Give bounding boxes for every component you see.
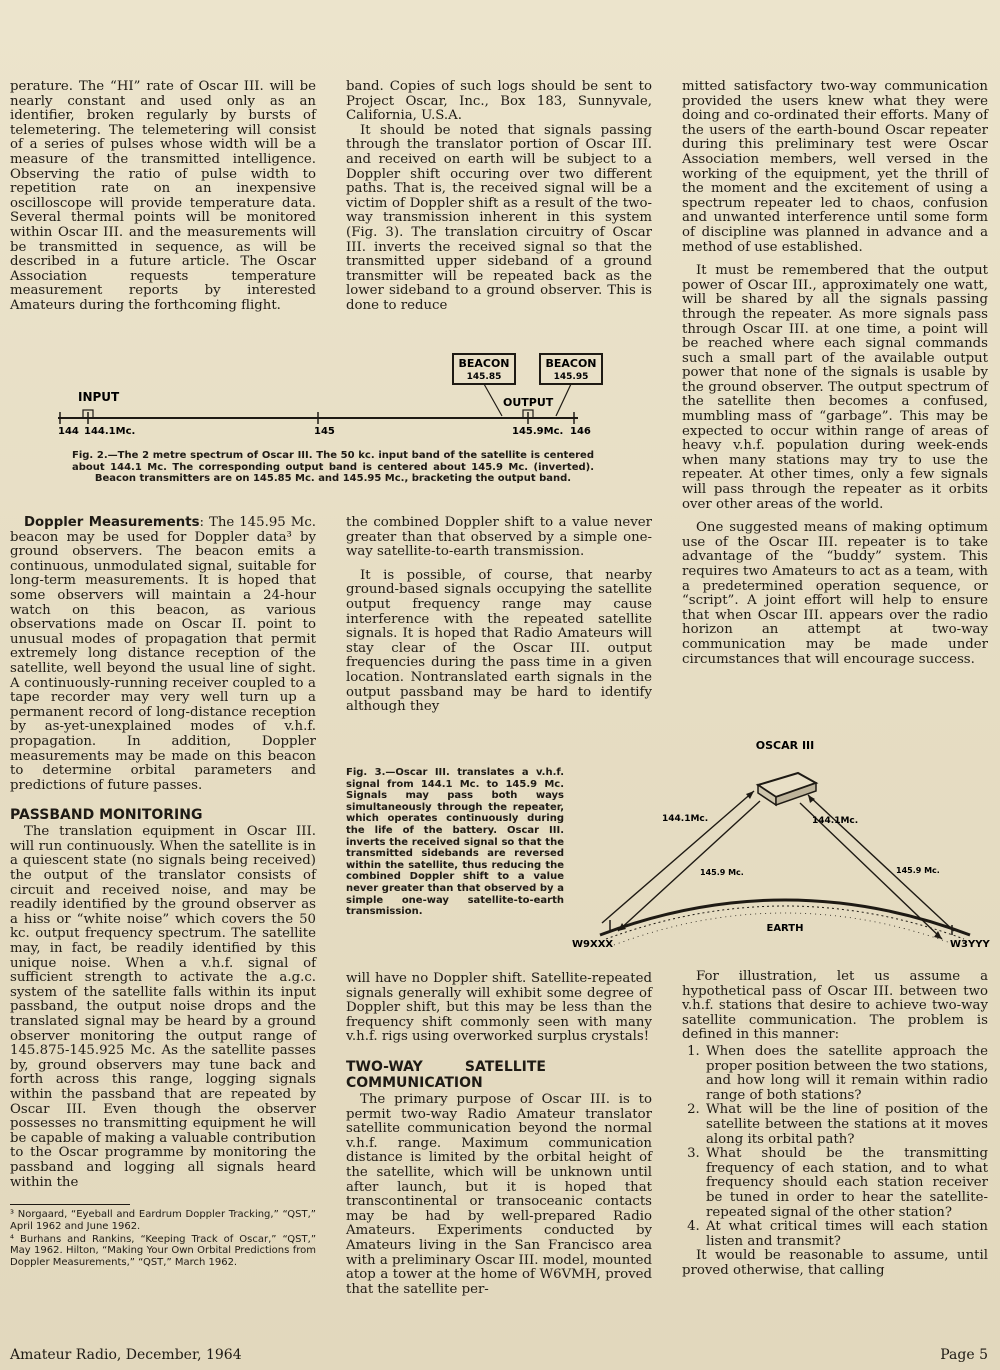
footnote-4: ⁴ Burhans and Rankins, “Keeping Track of Oscar,” “QST,” May 1962. Hilton, “Making Your Own Orbital Predictions from Doppler Measurements,” “QST,” March 1962.: [10, 1233, 316, 1268]
satellite-diagram: [570, 735, 990, 950]
station-right-label: W3YYY: [950, 939, 990, 950]
beacon-2-title: BEACON: [545, 357, 597, 370]
figure-2-caption: Fig. 2.—The 2 metre spectrum of Oscar III. The 50 kc. input band of the satellite is centered about 144.1 Mc. The corresponding output band is centered about 145.9 Mc. (inverted). Beacon transmitters are on 145.85 Mc. and 145.95 Mc., bracketing the output band.: [72, 450, 594, 485]
list-item: 1. When does the satellite approach the proper position between the two stations, and how long will it remain within radio range of both stations?: [704, 1045, 988, 1103]
downlink-right-label: 145.9 Mc.: [896, 866, 940, 875]
figure-3-caption: Fig. 3.—Oscar III. translates a v.h.f. signal from 144.1 Mc. to 145.9 Mc. Signals may pass both ways simultaneously through the repeater, which operates continuously during the life of the battery. Oscar III. inverts the received signal so that the transmitted sidebands are reversed within the satellite, thus reducing the combined Doppler shift to a value never greater than that observed by a simple one-way satellite-to-earth transmission.: [346, 767, 564, 918]
column-2-top: [346, 80, 652, 314]
column-1-middle: [10, 516, 316, 1270]
figure-2: [50, 348, 610, 438]
paragraph: perature. The “HI” rate of Oscar III. will be nearly constant and used only as an identifier, broken regularly by bursts of telemetering. The telemetering will consist of a series of pulses whose width will be a measure of the transmitted intelligence. Observing the ratio of pulse width to repetition rate on an inexpensive oscilloscope will provide temperature data. Several thermal points will be monitored within Oscar III. and the measurements will be transmitted in sequence, as will be described in a future article. The Oscar Association requests temperature measurement reports by interested Amateurs during the forthcoming flight.: [10, 79, 316, 313]
paragraph: It is possible, of course, that nearby ground-based signals occupying the satellite output frequency range may cause interference with the repeated satellite signals. It is hoped that Radio Amateurs will stay clear of the Oscar III. output frequencies during the pass time in a given location. Nontranslated earth signals in the output passband may be hard to identify although they: [346, 567, 652, 715]
paragraph-doppler: [10, 516, 316, 793]
footer-page-number: Page 5: [940, 1347, 988, 1363]
paragraph: The translation equipment in Oscar III. will run continuously. When the satellite is in a quiescent state (no signals being received) the output of the translator consists of circuit and received noise, and may be readily identified by the ground observer as a hiss or “white noise” which covers the 50 kc. output frequency spectrum. The satellite may, in fact, be readily identified by this unique noise. When a v.h.f. signal of sufficient strength to activate the a.g.c. system of the satellite falls within its input passband, the output noise drops and the translated signal may be heard by a ground observer monitoring the output range of 145.875-145.925 Mc. As the satellite passes by, ground observers may tune back and forth across this range, logging signals within the passband that are repeated by Oscar III. Even though the observer possesses no transmitting equipment he will be capable of making a valuable contribution to the Oscar programme by monitoring the passband and logging all signals heard within the: [10, 824, 316, 1190]
paragraph: It would be reasonable to assume, until proved otherwise, that calling: [682, 1248, 988, 1278]
uplink-left-label: 144.1Mc.: [662, 814, 709, 824]
footer-publication: Amateur Radio, December, 1964: [10, 1347, 242, 1363]
tick-145: 145: [314, 426, 335, 437]
column-1-top: [10, 80, 316, 314]
paragraph: It should be noted that signals passing through the translator portion of Oscar III. and received on earth will be subject to a Doppler shift occuring over two different paths. That is, the received signal will be a victim of Doppler shift as a result of the two-way transmission inherent in this system (Fig. 3). The translation circuitry of Oscar III. inverts the received signal so that the transmitted upper sideband of a ground transmitter will be repeated back as the lower sideband to a ground observer. This is done to reduce: [346, 122, 652, 313]
paragraph: One suggested means of making optimum use of the Oscar III. repeater is to take advantage of the “buddy” system. This requires two Amateurs to act as a team, with a predetermined operation sequence, or “script”. A joint effort will help to ensure that when Oscar III. appears over the radio horizon an attempt at two-way communication may be made under circumstances that will encourage success.: [682, 520, 988, 667]
column-2-bottom: [346, 972, 652, 1297]
downlink-left-label: 145.9 Mc.: [700, 868, 744, 877]
column-3-top: [682, 80, 988, 667]
uplink-right-label: 144.1Mc.: [812, 816, 859, 826]
earth-label: EARTH: [766, 923, 804, 934]
beacon-1-freq: 145.85: [466, 372, 502, 382]
tick-145-9: 145.9Mc.: [512, 426, 564, 437]
column-2-middle: [346, 516, 652, 715]
output-label: OUTPUT: [503, 396, 554, 409]
station-left-label: W9XXX: [572, 939, 614, 950]
paragraph: mitted satisfactory two-way communication provided the users knew what they were doing and co-ordinated their efforts. Many of the users of the earth-bound Oscar repeater during this preliminary test were Oscar Association members, well versed in the working of the equipment, yet the thrill of the moment and the excitement of using a spectrum repeater led to chaos, confusion and unwanted interference until some form of discipline was planned in advance and a method of use established.: [682, 79, 988, 255]
tick-146: 146: [570, 426, 591, 437]
paragraph: band. Copies of such logs should be sent to Project Oscar, Inc., Box 183, Sunnyvale, California, U.S.A.: [346, 79, 652, 124]
question-list: [682, 1045, 988, 1249]
satellite-icon: [758, 773, 816, 805]
satellite-label: OSCAR III: [755, 739, 815, 752]
beacon-1-title: BEACON: [458, 357, 510, 370]
footnotes: [10, 1209, 316, 1268]
paragraph: The primary purpose of Oscar III. is to permit two-way Radio Amateur translator satellite communication beyond the normal v.h.f. range. Maximum communication distance is limited by the orbital height of the satellite, which will be unknown until after launch, but it is hoped that transcontinental or transoceanic contacts may be had by well-prepared Radio Amateurs. Experiments conducted by Amateurs living in the San Francisco area with a preliminary Oscar III. model, mounted atop a tower at the home of W6VMH, proved that the satellite per-: [346, 1091, 652, 1297]
list-item: 2. What will be the line of position of the satellite between the stations at it moves along its orbital path?: [704, 1103, 988, 1147]
paragraph: It must be remembered that the output power of Oscar III., approximately one watt, will be shared by all the signals passing through the repeater. As more signals pass through Oscar III. at one time, a point will be reached where each signal commands such a small part of the available output power that none of the signals is usable by the ground observer. The output spectrum of the satellite then becomes a confused, mumbling mass of “garbage”. This may be expected to occur within range of areas of heavy v.h.f. population during week-ends when many stations may try to use the repeater. At other times, only a few signals will pass through the repeater as it orbits over other areas of the world.: [682, 263, 988, 512]
tick-144: 144: [58, 426, 79, 437]
spectrum-diagram: [50, 348, 610, 438]
paragraph: the combined Doppler shift to a value never greater than that observed by a simple one-way satellite-to-earth transmission.: [346, 515, 652, 560]
input-label: INPUT: [78, 390, 120, 404]
footnote-3: ³ Norgaard, “Eyeball and Eardrum Doppler Tracking,” “QST,” April 1962 and June 1962.: [10, 1209, 316, 1232]
list-item: 3. What should be the transmitting frequency of each station, and to what frequency should each station receiver be tuned in order to hear the satellite-repeated signal of the other station?: [704, 1147, 988, 1220]
doppler-text: : The 145.95 Mc. beacon may be used for Doppler data³ by ground observers. The beacon emits a continuous, unmodulated signal, suitable for long-term measurements. It is hoped that some observers will maintain a 24-hour watch on this beacon, as various observations made on Oscar II. point to unusual modes of propagation that permit extremely long distance reception of the satellite, well beyond the usual line of sight. A continuously-running receiver coupled to a tape recorder may very well turn up a permanent record of long-distance reception by as-yet-unexplained modes of v.h.f. propagation. In addition, Doppler measurements may be made on this beacon to determine orbital parameters and predictions of future passes.: [10, 515, 317, 793]
passband-heading: PASSBAND MONITORING: [10, 807, 203, 824]
beacon-2-freq: 145.95: [553, 372, 589, 382]
figure-3: [570, 735, 990, 950]
two-way-heading: TWO-WAY SATELLITE COMMUNICATION: [346, 1058, 546, 1091]
paragraph: will have no Doppler shift. Satellite-repeated signals generally will exhibit some degree of Doppler shift, but this may be less than the frequency shift commonly seen with many v.h.f. rigs using overworked surplus crystals!: [346, 971, 652, 1045]
tick-144-1: 144.1Mc.: [84, 426, 136, 437]
paragraph: For illustration, let us assume a hypothetical pass of Oscar III. between two v.h.f. stations that desire to achieve two-way satellite communication. The problem is defined in this manner:: [682, 969, 988, 1043]
doppler-heading: Doppler Measurements: [24, 515, 200, 530]
list-item: 4. At what critical times will each station listen and transmit?: [704, 1220, 988, 1249]
column-3-bottom: [682, 970, 988, 1278]
